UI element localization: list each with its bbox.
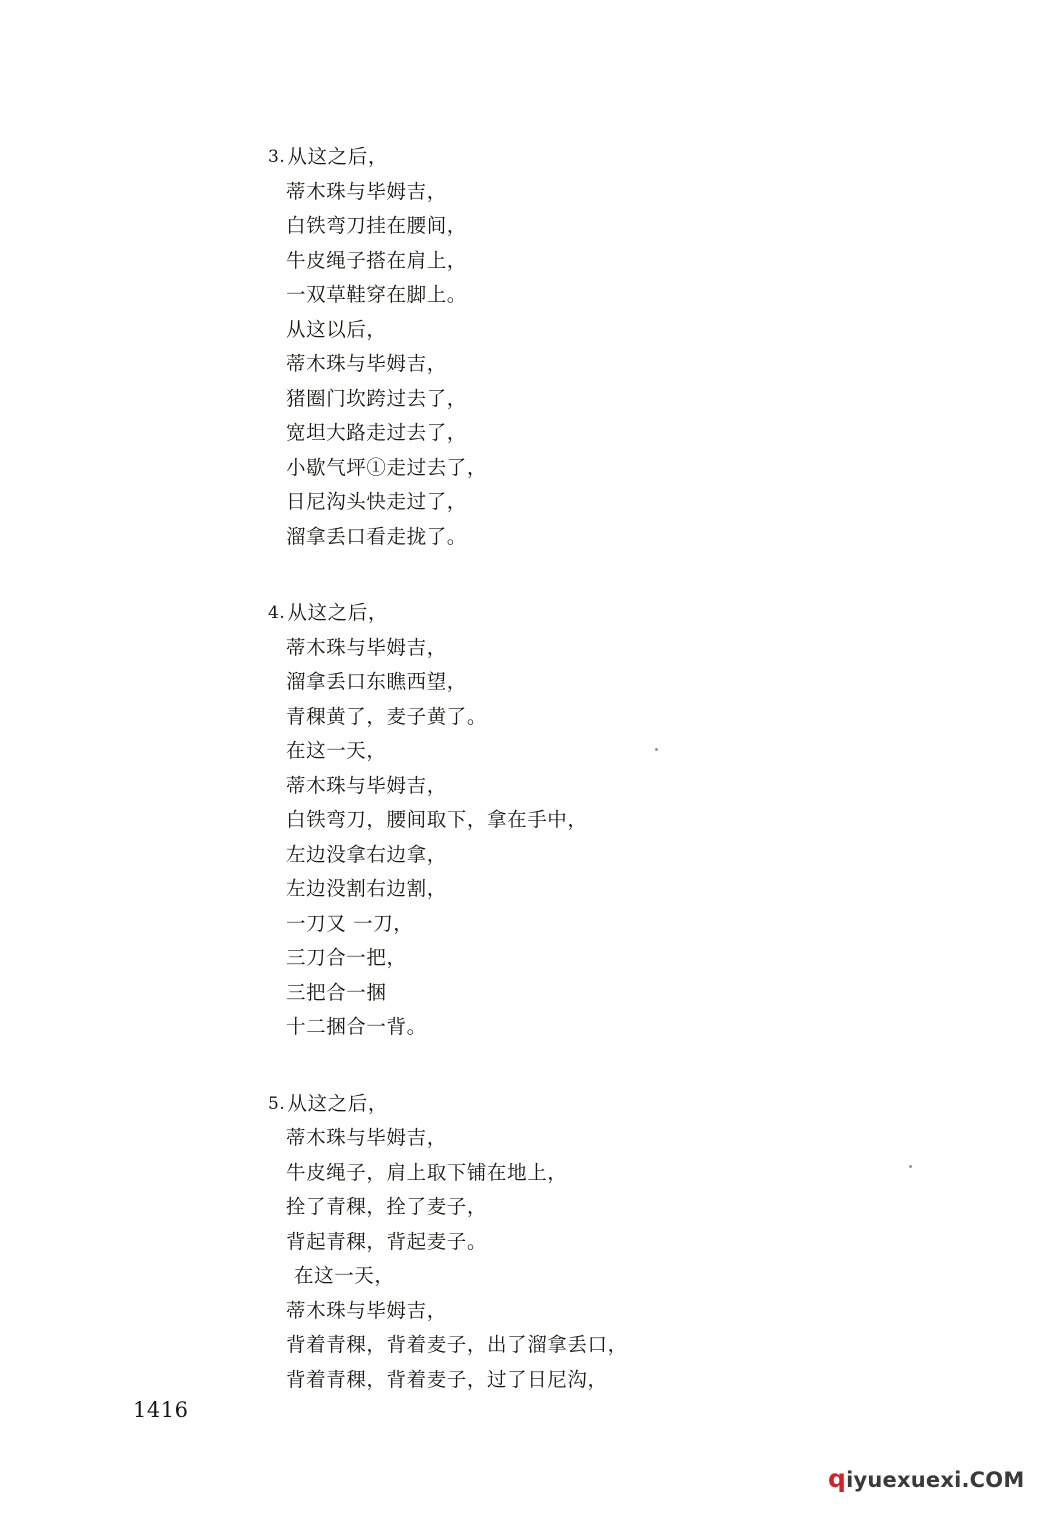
poem-line [268, 1121, 908, 1156]
poem-line-text: 蒂木珠与毕姆吉， [286, 1298, 447, 1322]
poem-stanza [268, 140, 908, 554]
poem-line-text: 溜拿丢口看走拢了。 [286, 524, 467, 548]
poem-stanza [268, 596, 908, 1045]
poem-line-text: 从这之后， [287, 145, 388, 168]
poem-line-text: 在这一天， [286, 739, 387, 762]
poem-line-text: 从这之后， [287, 1091, 388, 1115]
poem-line-text: 三刀合一把， [286, 946, 407, 969]
poem-line-text: 猪圈门坎跨过去了， [286, 386, 467, 410]
poem-line [268, 1087, 908, 1122]
poem-line [268, 1363, 908, 1398]
poem-line [268, 209, 908, 244]
poem-line-text: 溜拿丢口东瞧西望， [286, 670, 467, 693]
poem-line [268, 1259, 908, 1294]
poem-line [268, 1156, 908, 1191]
poem-line-text: 小歇气坪①走过去了， [286, 455, 488, 479]
poem-line-text: 蒂木珠与毕姆吉， [286, 635, 447, 659]
poem-line [268, 1294, 908, 1329]
poem-line-text: 背着青稞，背着麦子，过了日尼沟， [286, 1367, 608, 1391]
poem-body [268, 140, 908, 1439]
stanza-number: 3. [268, 147, 286, 167]
poem-line-text: 日尼沟头快走过了， [286, 490, 467, 513]
poem-line [268, 451, 908, 486]
stanza-number: 5. [268, 1093, 286, 1114]
poem-line-text: 背起青稞，背起麦子。 [286, 1229, 488, 1253]
poem-line-text: 白铁弯刀挂在腰间， [286, 214, 467, 237]
poem-line [268, 1010, 908, 1045]
poem-line [268, 1225, 908, 1260]
poem-line [268, 596, 908, 631]
poem-line [268, 976, 908, 1011]
poem-line [268, 313, 908, 348]
poem-line [268, 941, 908, 976]
watermark-text: iyuexuexi.COM [846, 1468, 1025, 1492]
poem-line [268, 244, 908, 279]
poem-line [268, 278, 908, 313]
poem-line-text: 蒂木珠与毕姆吉， [286, 1126, 447, 1149]
poem-line [268, 631, 908, 666]
poem-line-text: 背着青稞，背着麦子，出了溜拿丢口， [286, 1333, 628, 1356]
poem-line-text: 三把合一捆 [286, 980, 387, 1004]
poem-line-text: 一刀又 一刀， [286, 911, 414, 935]
poem-line-text: 牛皮绳子搭在肩上， [286, 248, 467, 272]
poem-line [268, 520, 908, 555]
poem-line [268, 416, 908, 451]
poem-line [268, 485, 908, 520]
stanza-number: 4. [268, 603, 286, 623]
poem-line-text: 左边没拿右边拿， [286, 842, 447, 866]
poem-line-text: 从这之后， [287, 601, 388, 624]
poem-line-text: 从这以后， [286, 317, 387, 341]
poem-line [268, 700, 908, 735]
poem-line [268, 347, 908, 382]
poem-line [268, 838, 908, 873]
poem-line-text: 牛皮绳子，肩上取下铺在地上， [286, 1160, 568, 1184]
poem-line-text: 白铁弯刀，腰间取下，拿在手中， [286, 808, 588, 831]
site-watermark [828, 1464, 1024, 1493]
poem-line [268, 382, 908, 417]
paper-speck [909, 1165, 912, 1168]
poem-line-text: 在这一天， [294, 1264, 395, 1287]
poem-line-text: 宽坦大路走过去了， [286, 421, 467, 444]
poem-line [268, 872, 908, 907]
poem-line-text: 十二捆合一背。 [286, 1015, 427, 1038]
poem-line-text: 蒂木珠与毕姆吉， [286, 773, 447, 797]
poem-line-text: 青稞黄了，麦子黄了。 [286, 704, 488, 728]
poem-line [268, 665, 908, 700]
paper-speck [655, 748, 658, 751]
poem-line-text: 一双草鞋穿在脚上。 [286, 283, 467, 306]
poem-line [268, 769, 908, 804]
poem-line-text: 蒂木珠与毕姆吉， [286, 352, 447, 375]
poem-line [268, 907, 908, 942]
poem-line [268, 140, 908, 175]
poem-line [268, 803, 908, 838]
poem-line [268, 175, 908, 210]
poem-line [268, 1328, 908, 1363]
poem-line-text: 拴了青稞，拴了麦子， [286, 1195, 488, 1218]
watermark-initial: q [828, 1464, 847, 1493]
poem-stanza [268, 1087, 908, 1398]
page-number: 1416 [133, 1398, 189, 1422]
poem-line-text: 蒂木珠与毕姆吉， [286, 179, 447, 203]
poem-line-text: 左边没割右边割， [286, 877, 447, 900]
poem-line [268, 1190, 908, 1225]
poem-line [268, 734, 908, 769]
